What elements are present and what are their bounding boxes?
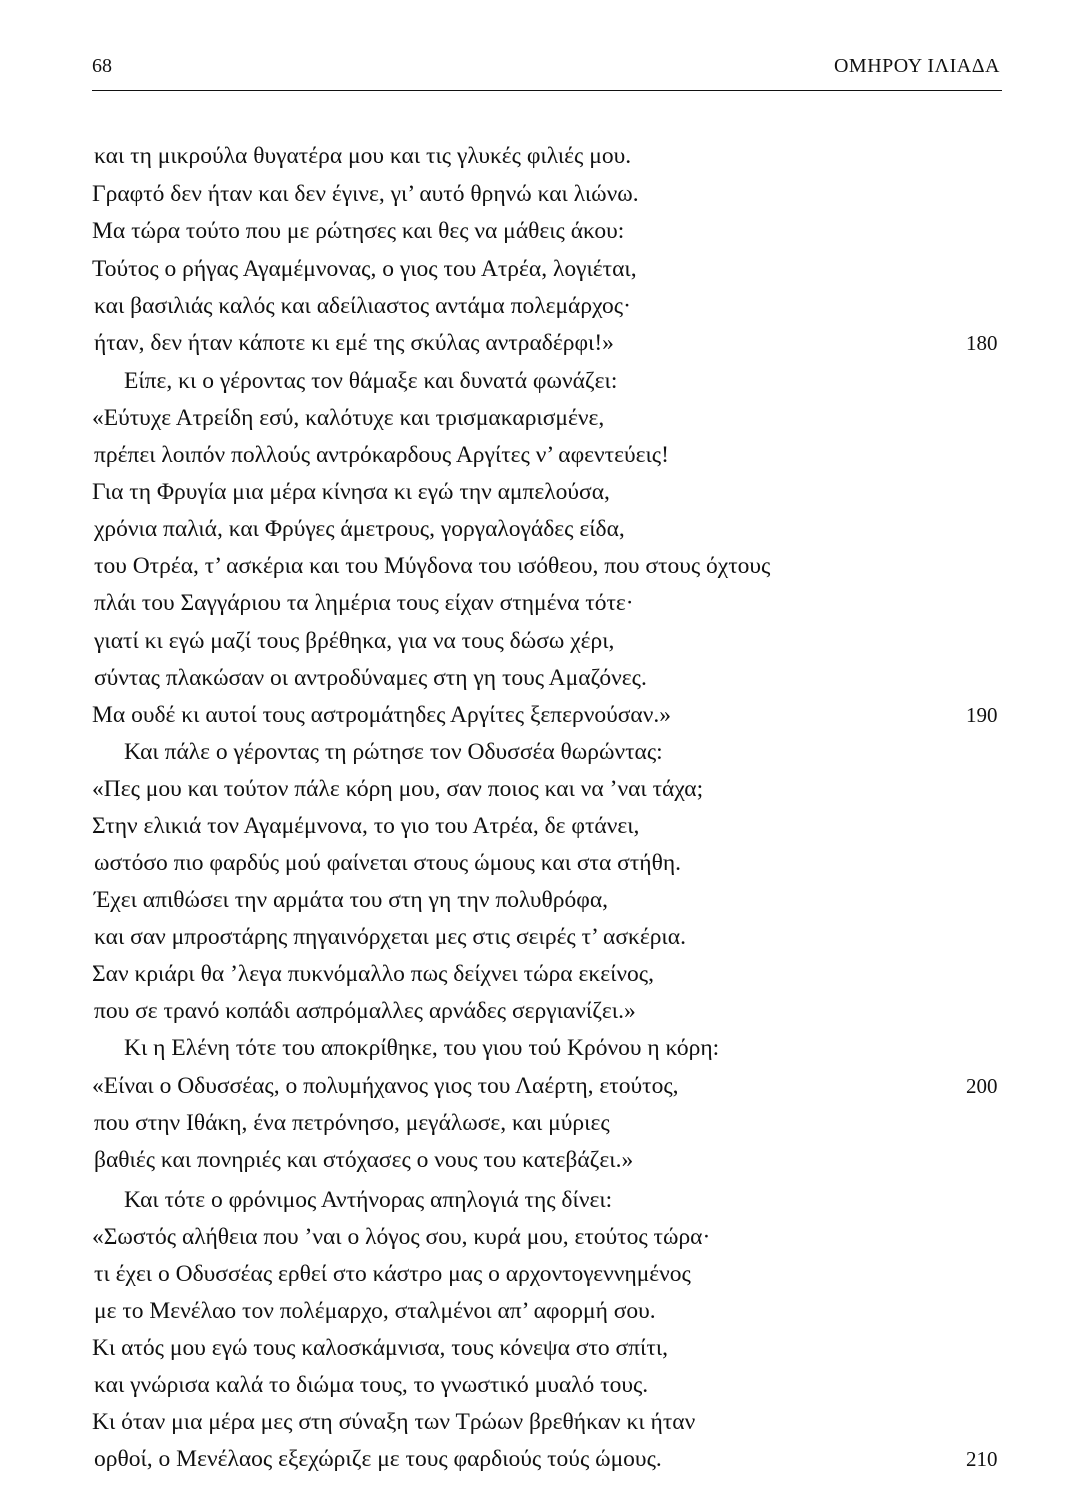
verse-line: χρόνια παλιά, και Φρύγες άμετρους, γοργαλογάδες είδα, xyxy=(94,516,625,542)
verse-line: Γραφτό δεν ήταν και δεν έγινε, γι’ αυτό θρηνώ και λιώνω. xyxy=(92,181,639,207)
verse-line: ήταν, δεν ήταν κάποτε κι εμέ της σκύλας αντραδέρφι!» xyxy=(94,330,614,356)
verse-line: του Οτρέα, τ’ ασκέρια και του Μύγδονα του ισόθεου, που στους όχτους xyxy=(94,553,771,579)
verse-line: που σε τρανό κοπάδι ασπρόμαλλες αρνάδες σεργιανίζει.» xyxy=(94,998,636,1024)
verse-line: Και πάλε ο γέροντας τη ρώτησε τον Οδυσσέα θωρώντας: xyxy=(124,739,663,765)
verse-line: Κι ατός μου εγώ τους καλοσκάμνισα, τους κόνεψα στο σπίτι, xyxy=(92,1335,669,1361)
verse-line: Για τη Φρυγία μια μέρα κίνησα κι εγώ την αμπελούσα, xyxy=(92,479,610,505)
page-number: 68 xyxy=(92,55,112,77)
verse-line: Κι όταν μια μέρα μες στη σύναξη των Τρώων βρεθήκαν κι ήταν xyxy=(92,1409,696,1435)
verse-line: Έχει απιθώσει την αρμάτα του στη γη την πολυθρόφα, xyxy=(94,887,609,913)
verse-line: πλάι του Σαγγάριου τα λημέρια τους είχαν στημένα τότε· xyxy=(94,590,634,616)
verse-line: ορθοί, ο Μενέλαος εξεχώριζε με τους φαρδιούς τούς ώμους. xyxy=(94,1446,662,1472)
verse-line: Στην ελικιά τον Αγαμέμνονα, το γιο του Ατρέα, δε φτάνει, xyxy=(92,813,640,839)
verse-line: Είπε, κι ο γέροντας τον θάμαξε και δυνατά φωνάζει: xyxy=(124,368,618,394)
line-number: 200 xyxy=(966,1074,998,1098)
verse-line: βαθιές και πονηριές και στόχασες ο νους του κατεβάζει.» xyxy=(94,1147,634,1173)
verse-line: και σαν μπροστάρης πηγαινόρχεται μες στις σειρές τ’ ασκέρια. xyxy=(94,924,686,950)
verse-line: Σαν κριάρι θα ’λεγα πυκνόμαλλο πως δείχνει τώρα εκείνος, xyxy=(92,961,654,987)
verse-line: Μα τώρα τούτο που με ρώτησες και θες να μάθεις άκου: xyxy=(92,218,625,244)
verse-line: με το Μενέλαο τον πολέμαρχο, σταλμένοι απ’ αφορμή σου. xyxy=(94,1298,656,1324)
verse-line: «Πες μου και τούτον πάλε κόρη μου, σαν ποιος και να ’ναι τάχα; xyxy=(92,776,704,802)
verse-line: «Είναι ο Οδυσσέας, ο πολυμήχανος γιος του Λαέρτη, ετούτος, xyxy=(92,1073,679,1099)
verse-line: πρέπει λοιπόν πολλούς αντρόκαρδους Αργίτες ν’ αφεντεύεις! xyxy=(94,442,669,468)
verse-line: «Σωστός αλήθεια που ’ναι ο λόγος σου, κυρά μου, ετούτος τώρα· xyxy=(92,1224,711,1250)
verse-line: Τούτος ο ρήγας Αγαμέμνονας, ο γιος του Ατρέα, λογιέται, xyxy=(92,256,637,282)
line-number: 180 xyxy=(966,331,998,355)
verse-line: τι έχει ο Οδυσσέας ερθεί στο κάστρο μας ο αρχοντογεννημένος xyxy=(94,1261,691,1287)
verse-line: Μα ουδέ κι αυτοί τους αστρομάτηδες Αργίτες ξεπερνούσαν.» xyxy=(92,702,671,728)
verse-line: ωστόσο πιο φαρδύς μού φαίνεται στους ώμους και στα στήθη. xyxy=(94,850,682,876)
verse-line: «Εύτυχε Ατρείδη εσύ, καλότυχε και τρισμακαρισμένε, xyxy=(92,405,605,431)
line-number: 210 xyxy=(966,1447,998,1471)
verse-line: και τη μικρούλα θυγατέρα μου και τις γλυκές φιλιές μου. xyxy=(94,143,632,169)
line-number: 190 xyxy=(966,703,998,727)
verse-line: γιατί κι εγώ μαζί τους βρέθηκα, για να τους δώσω χέρι, xyxy=(94,628,615,654)
verse-line: σύντας πλακώσαν οι αντροδύναμες στη γη τους Αμαζόνες. xyxy=(94,665,647,691)
verse-line: Κι η Ελένη τότε του αποκρίθηκε, του γιου τού Κρόνου η κόρη: xyxy=(124,1035,720,1061)
verse-line: και βασιλιάς καλός και αδείλιαστος αντάμα πολεμάρχος· xyxy=(94,293,631,319)
verse-line: Και τότε ο φρόνιμος Αντήνορας απηλογιά της δίνει: xyxy=(124,1187,613,1213)
verse-line: και γνώρισα καλά το διώμα τους, το γνωστικό μυαλό τους. xyxy=(94,1372,649,1398)
running-title: ΟΜΗΡΟΥ ΙΛΙΑΔΑ xyxy=(833,55,1000,77)
verse-line: που στην Ιθάκη, ένα πετρόνησο, μεγάλωσε, και μύριες xyxy=(94,1110,610,1136)
